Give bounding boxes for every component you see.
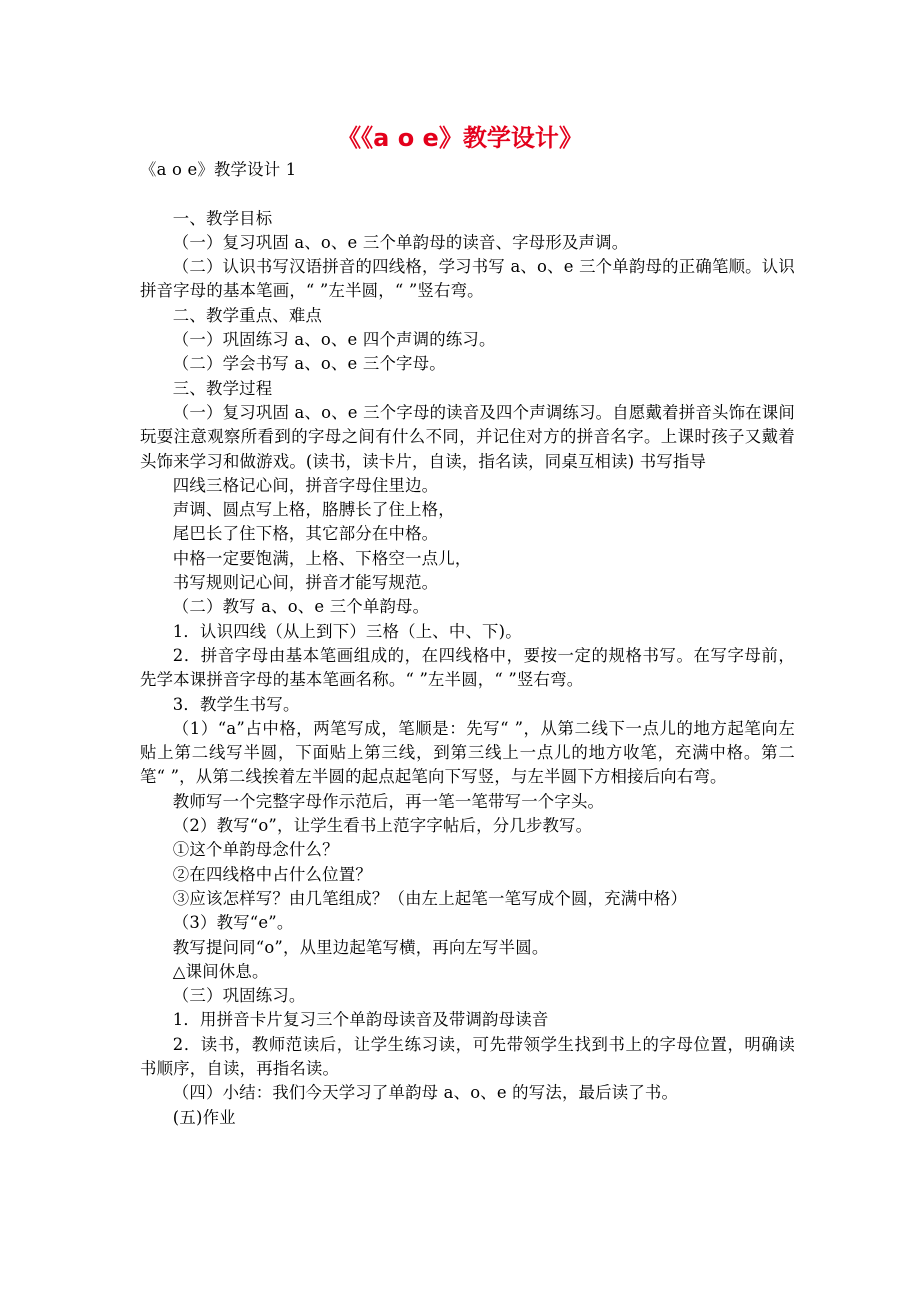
paragraph: 四线三格记心间，拼音字母住里边。 <box>172 475 439 495</box>
paragraph: （2）教写“o”，让学生看书上范字字帖后，分几步教写。 <box>172 816 593 836</box>
paragraph: 书写规则记心间，拼音才能写规范。 <box>172 573 439 593</box>
paragraph: 教师写一个完整字母作示范后，再一笔一笔带写一个字头。 <box>172 791 605 811</box>
blank-line <box>140 182 795 206</box>
paragraph: ①这个单韵母念什么？ <box>172 840 339 860</box>
document-subtitle: 《a o e》教学设计 1 <box>140 160 297 179</box>
paragraph: 声调、圆点写上格，胳膊长了住上格， <box>172 500 455 520</box>
paragraph: 2．读书，教师范读后，让学生练习读，可先带领学生找到书上的字母位置，明确读书顺序，自读，再指名读。 <box>140 1034 795 1078</box>
paragraph: 2．拼音字母由基本笔画组成的，在四线格中，要按一定的规格书写。在写字母前，先学本课拼音字母的基本笔画名称。“ ”左半圆，“ ”竖右弯。 <box>140 645 795 690</box>
paragraph: △课间休息。 <box>172 961 269 981</box>
paragraph: （一）巩固练习 a、o、e 四个声调的练习。 <box>172 330 496 350</box>
paragraph: ③应该怎样写？由几笔组成？（由左上起笔一笔写成个圆，充满中格） <box>172 888 688 908</box>
paragraph: （二）学会书写 a、o、e 三个字母。 <box>172 354 446 374</box>
paragraph: （二）认识书写汉语拼音的四线格，学习书写 a、o、e 三个单韵母的正确笔顺。认识拼音字母的基本笔画，“ ”左半圆，“ ”竖右弯。 <box>140 257 795 301</box>
paragraph: （二）教写 a、o、e 三个单韵母。 <box>172 597 430 617</box>
paragraph: 教写提问同“o”，从里边起笔写横，再向左写半圆。 <box>172 937 549 957</box>
paragraph: （1）“a”占中格，两笔写成，笔顺是：先写“ ”，从第二线下一点儿的地方起笔向左贴上第二线写半圆，下面贴上第三线，到第三线上一点儿的地方收笔，充满中格。第二笔“ ”，从第二线挨着左半圆的起点起笔向下写竖，与左半圆下方相接后向右弯。 <box>140 718 795 787</box>
paragraph: 二、教学重点、难点 <box>172 305 323 325</box>
paragraph: 1．用拼音卡片复习三个单韵母读音及带调韵母读音 <box>172 1010 549 1030</box>
paragraph: 一、教学目标 <box>172 208 273 228</box>
document-body <box>140 158 795 1130</box>
paragraph: （四）小结：我们今天学习了单韵母 a、o、e 的写法，最后读了书。 <box>172 1083 679 1103</box>
paragraph: （3）教写“e”。 <box>172 913 294 933</box>
paragraph: (五)作业 <box>172 1107 236 1127</box>
paragraph: （一）复习巩固 a、o、e 三个单韵母的读音、字母形及声调。 <box>172 232 629 252</box>
paragraph: 三、教学过程 <box>172 378 273 398</box>
paragraph: 3．教学生书写。 <box>172 694 300 714</box>
paragraph: 1．认识四线（从上到下）三格（上、中、下)。 <box>172 621 522 641</box>
paragraph: （一）复习巩固 a、o、e 三个字母的读音及四个声调练习。自愿戴着拼音头饰在课间玩耍注意观察所看到的字母之间有什么不同，并记住对方的拼音名字。上课时孩子又戴着头饰来学习和做游戏。(读书，读卡片，自读，指名读，同桌互相读) 书写指导 <box>140 402 795 471</box>
document-title: 《《a o e》教学设计》 <box>337 124 583 152</box>
paragraph: （三）巩固练习。 <box>172 986 306 1006</box>
paragraph: 尾巴长了住下格，其它部分在中格。 <box>172 524 439 544</box>
paragraph: ②在四线格中占什么位置？ <box>172 864 372 884</box>
paragraph: 中格一定要饱满，上格、下格空一点儿， <box>172 548 472 568</box>
